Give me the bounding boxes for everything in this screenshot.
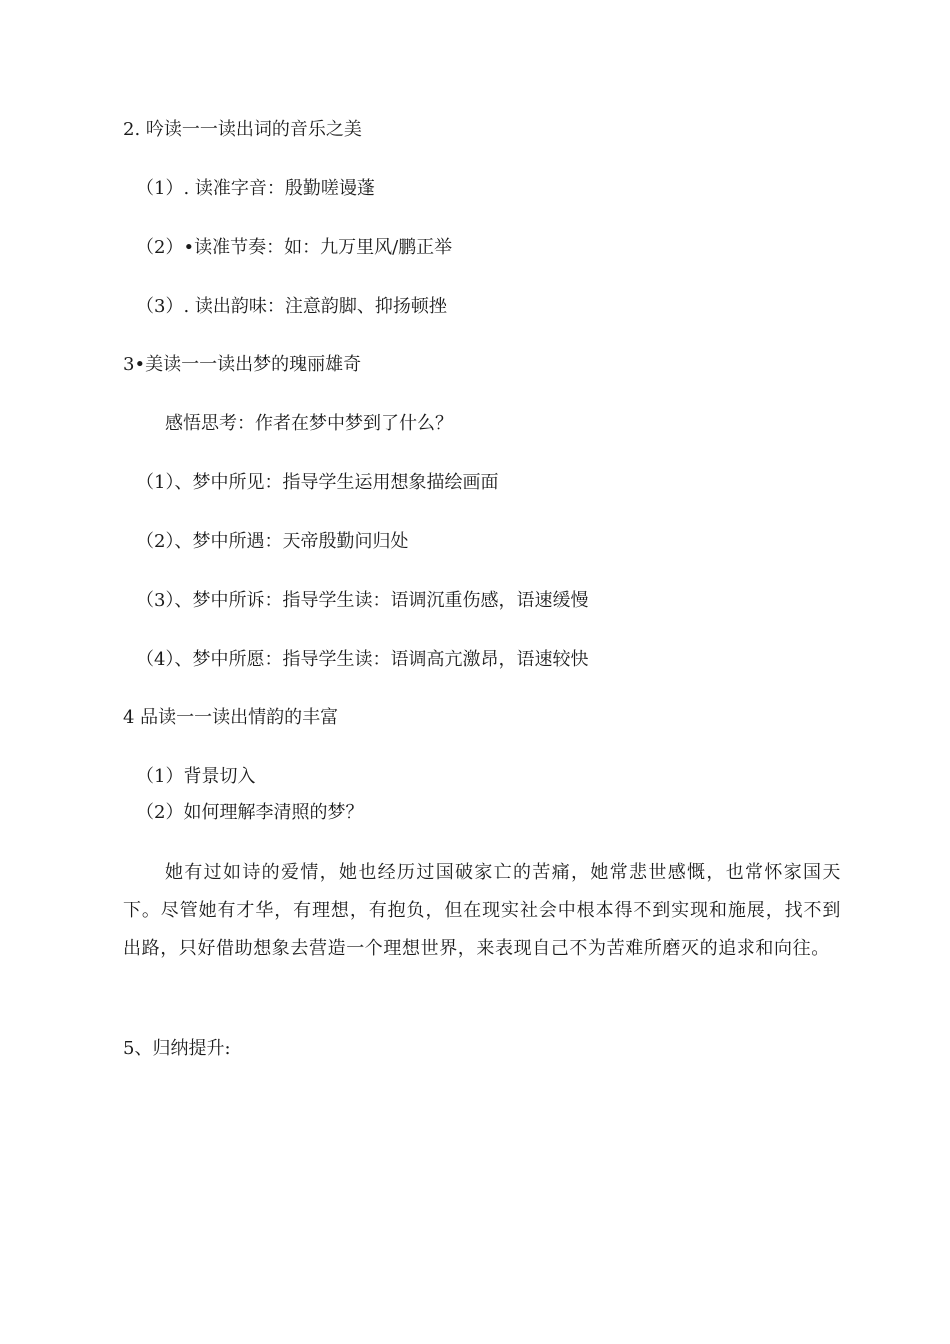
list-item: （1）. 读准字音：殷勤嗟谩蓬 [136, 178, 375, 199]
heading-2: 2. 吟读一一读出词的音乐之美 [123, 119, 362, 140]
list-item: （3）、梦中所诉：指导学生读：语调沉重伤感，语速缓慢 [136, 590, 589, 611]
heading-4: 4 品读一一读出情韵的丰富 [123, 707, 339, 728]
heading-5: 5、归纳提升: [123, 1038, 231, 1059]
list-item: （2）如何理解李清照的梦？ [136, 802, 364, 823]
list-item: （3）. 读出韵味：注意韵脚、抑扬顿挫 [136, 296, 447, 317]
list-item: （1）、梦中所见：指导学生运用想象描绘画面 [136, 472, 499, 493]
question-text: 感悟思考：作者在梦中梦到了什么？ [165, 413, 453, 434]
list-item: （1）背景切入 [136, 766, 256, 787]
list-item: （2）、梦中所遇：天帝殷勤问归处 [136, 531, 409, 552]
list-item: （4）、梦中所愿：指导学生读：语调高亢激昂，语速较快 [136, 649, 589, 670]
heading-3: 3•美读一一读出梦的瑰丽雄奇 [123, 354, 362, 375]
body-paragraph: 她有过如诗的爱情，她也经历过国破家亡的苦痛，她常悲世感慨，也常怀家国天下。尽管她有才华，有理想，有抱负，但在现实社会中根本得不到实现和施展，找不到出路，只好借助想象去营造一个理想世界，来表现自己不为苦难所磨灭的追求和向往。 [123, 862, 841, 959]
list-item: （2）•读准节奏：如：九万里风/鹏正举 [136, 237, 453, 258]
